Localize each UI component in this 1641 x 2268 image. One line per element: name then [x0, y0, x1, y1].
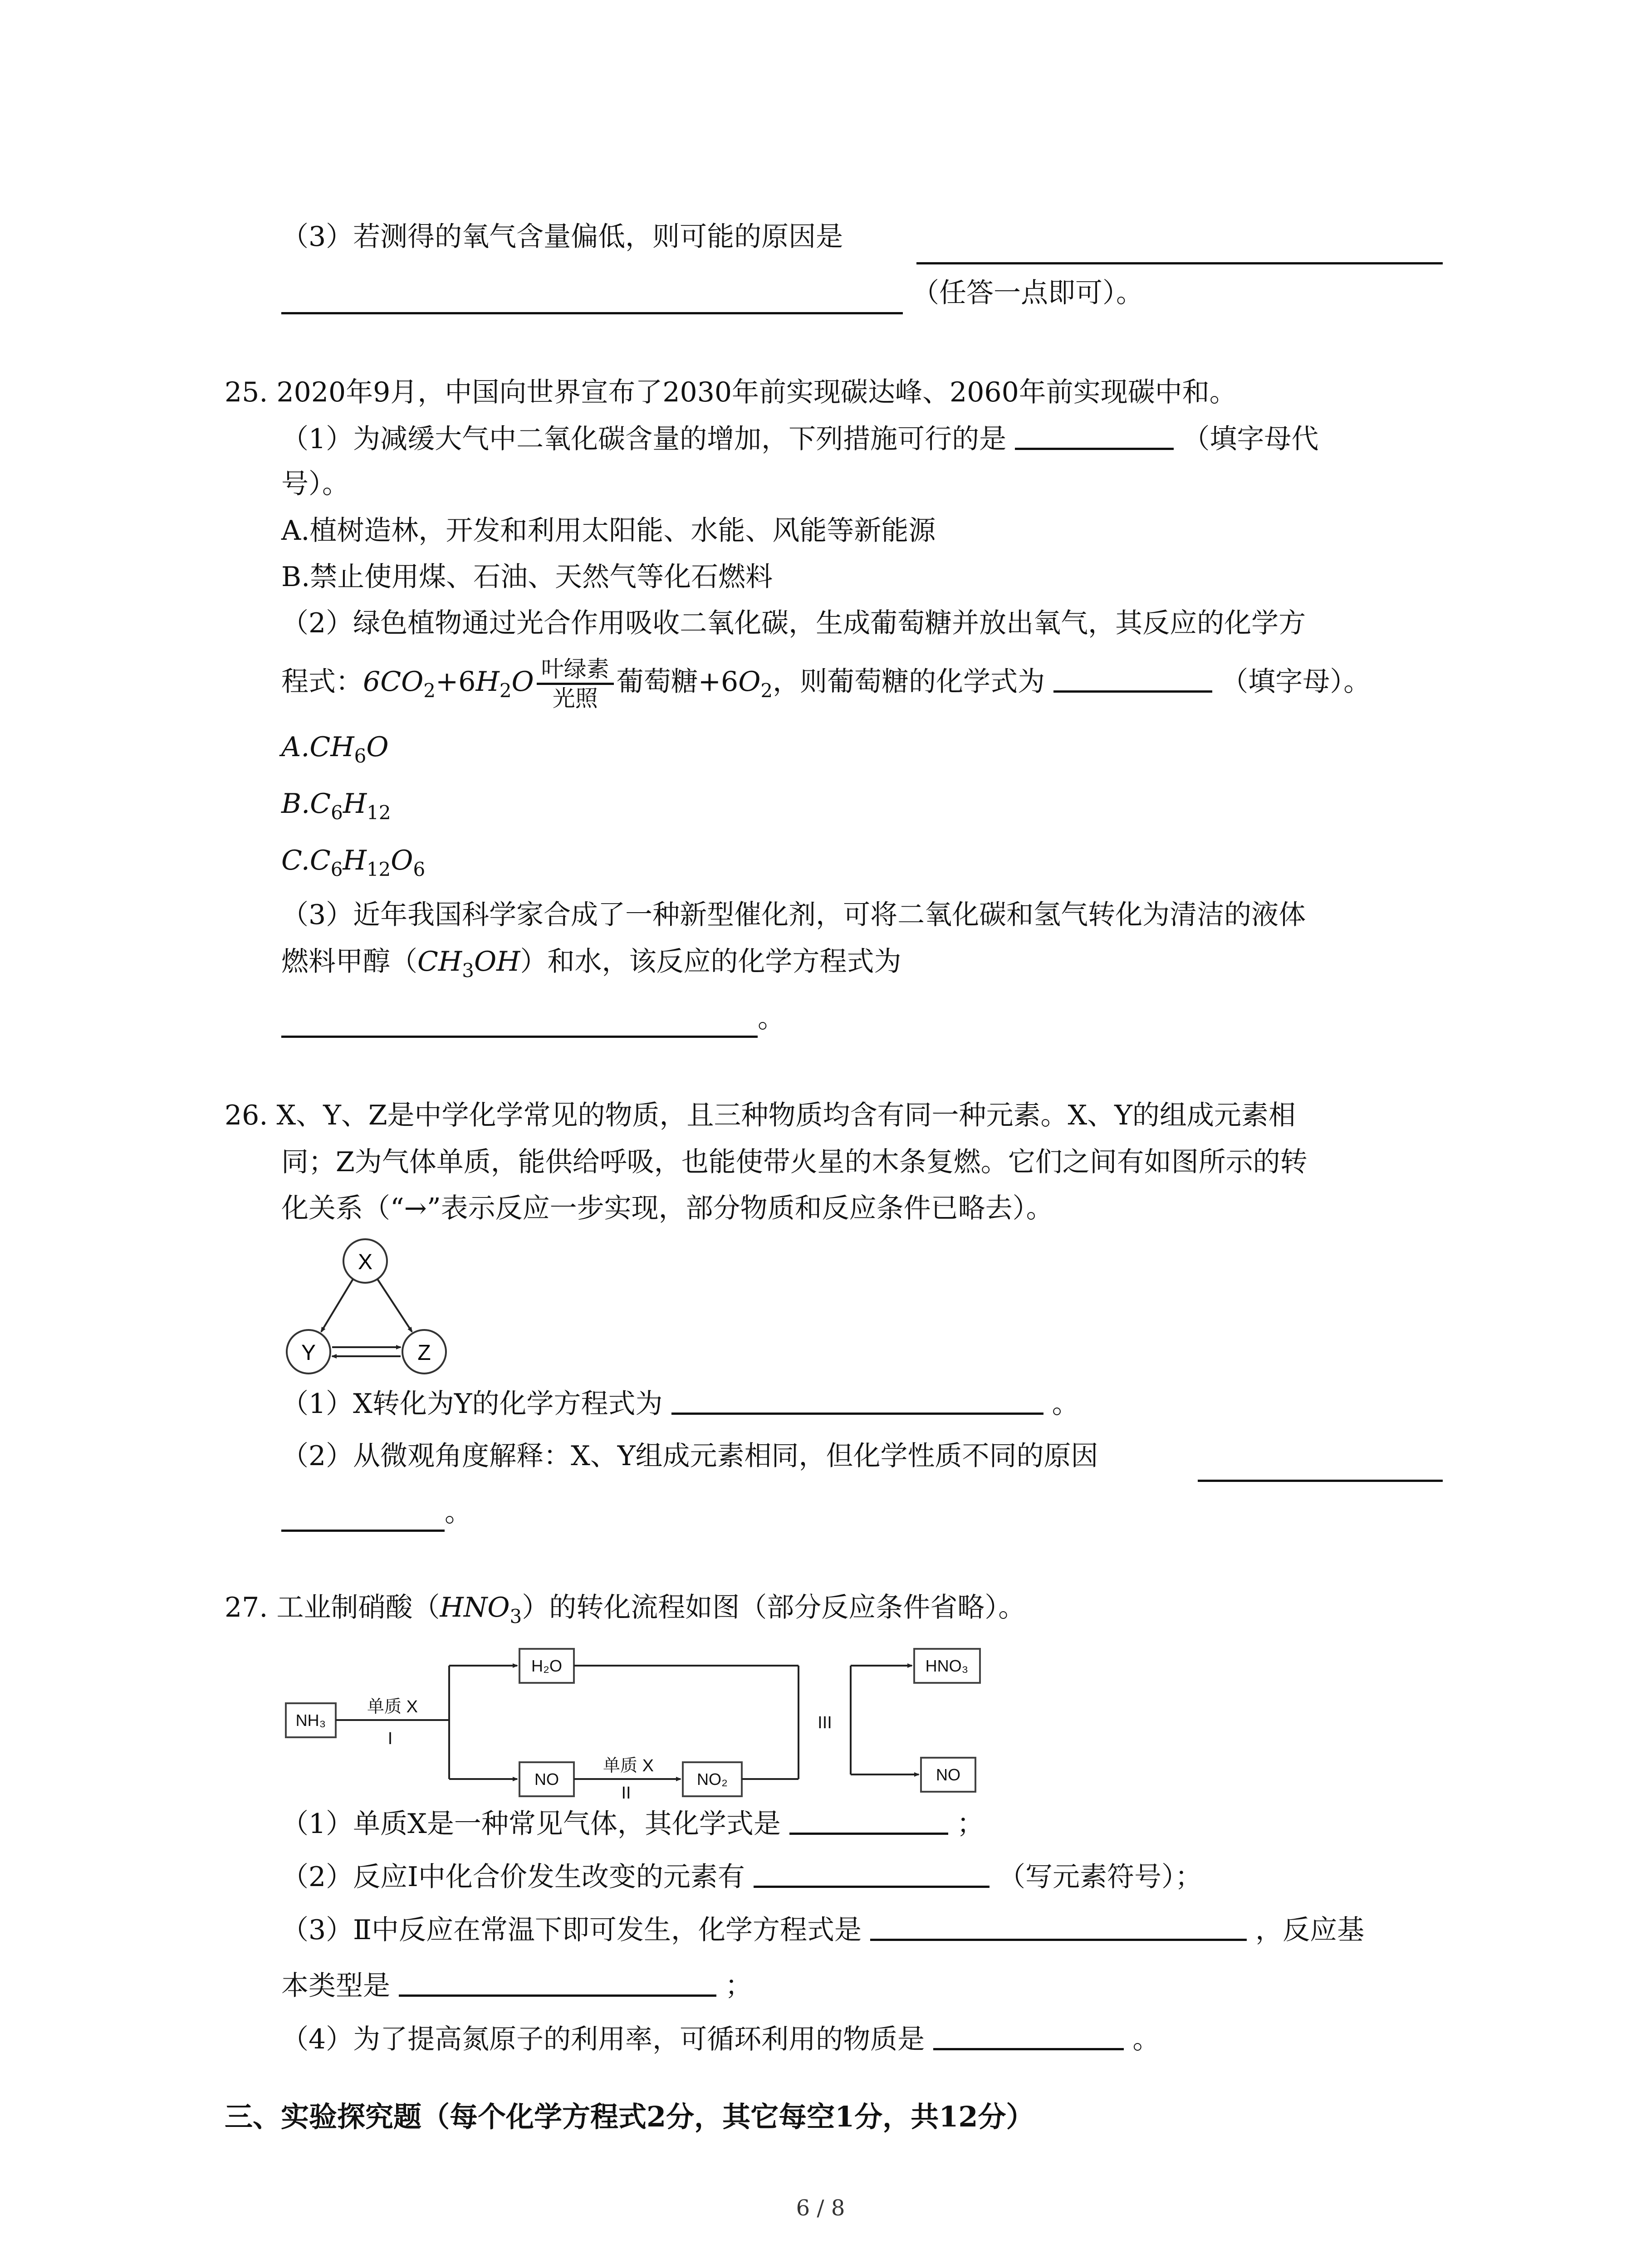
q26-part2-blank-1[interactable]	[1198, 1480, 1443, 1482]
q24-part3-tail: （任答一点即可）。	[912, 277, 1143, 309]
q27-part2-blank[interactable]	[754, 1857, 989, 1888]
node-x	[343, 1239, 387, 1283]
q25-part2-blank[interactable]	[1053, 662, 1212, 693]
q25-option-a: A.植树造林，开发和利用太阳能、水能、风能等新能源	[281, 515, 936, 547]
arrow-x-to-z	[377, 1279, 412, 1332]
q25-answer-b: $B.C_6H_{12}$	[281, 788, 391, 824]
label-reaction-iii: III	[818, 1713, 832, 1732]
q26-part2-end: 。	[445, 1496, 472, 1528]
svg-text:NO₂: NO₂	[697, 1770, 728, 1789]
reaction-condition-fraction: $\frac{\text{叶绿素}}{\text{光照}}$	[537, 655, 614, 712]
q26-part1-blank[interactable]	[671, 1384, 1043, 1415]
q25-part3-line2: 燃料甲醇$(CH_3OH)$和水，该反应的化学方程式为	[281, 946, 901, 982]
svg-text:X: X	[358, 1250, 373, 1274]
node-y	[287, 1330, 330, 1374]
q26-stem-line2: 同；Z为气体单质，能供给呼吸，也能使带火星的木条复燃。它们之间有如图所示的转	[281, 1146, 1308, 1178]
q25-part2-equation-line: 程式：$6CO_2+6H_2O$ $\frac{\text{叶绿素}}{\text{光照}}$ 葡萄糖$+6O_2$，则葡萄糖的化学式为 （填字母）。	[281, 656, 1371, 712]
q25-part1-text: （1）为减缓大气中二氧化碳含量的增加，下列措施可行的是	[281, 423, 1007, 455]
q27-part4-blank[interactable]	[933, 2020, 1124, 2050]
q24-part3-blank-1[interactable]	[916, 262, 1443, 264]
q26-part1: （1）X转化为Y的化学方程式为 。	[281, 1384, 1079, 1423]
q27-part3-line1: （3）Ⅱ中反应在常温下即可发生，化学方程式是 ，反应基	[281, 1911, 1364, 1949]
arrow-x-to-y	[321, 1279, 353, 1332]
svg-text:Z: Z	[417, 1341, 431, 1365]
label-simple-x-1: 单质 X	[367, 1697, 418, 1716]
q25-stem: 25. 2020年9月，中国向世界宣布了2030年前实现碳达峰、2060年前实现碳中和。	[225, 376, 1237, 408]
q24-part3-blank-2[interactable]	[281, 312, 903, 314]
nitric-acid-flow-diagram	[272, 1642, 1043, 1833]
q25-answer-a: $A.CH_6O$	[281, 731, 389, 767]
q25-part3-end: 。	[758, 1002, 785, 1034]
q27-stem: 27. 工业制硝酸$(HNO_3)$的转化流程如图（部分反应条件省略）。	[225, 1592, 1026, 1628]
q24-part3-line1	[281, 218, 843, 256]
xyz-relation-diagram	[272, 1234, 463, 1383]
q27-part1: （1）单质X是一种常见气体，其化学式是 ；	[281, 1804, 984, 1843]
q25-part1-line2: 号）。	[281, 468, 349, 500]
q25-part1-tail: （填字母代	[1182, 423, 1319, 455]
page-number: 6 / 8	[796, 2195, 845, 2221]
q25-part1-line1	[281, 420, 1318, 458]
q27-part3-blank-1[interactable]	[870, 1911, 1247, 1941]
section-3-title: 三、实验探究题（每个化学方程式2分，其它每空1分，共12分）	[225, 2100, 1034, 2133]
q25-option-b: B.禁止使用煤、石油、天然气等化石燃料	[281, 561, 773, 593]
q27-part2: （2）反应Ⅰ中化合价发生改变的元素有 （写元素符号）；	[281, 1857, 1202, 1896]
svg-text:NH₃: NH₃	[295, 1711, 326, 1730]
q27-part1-blank[interactable]	[789, 1804, 948, 1835]
label-reaction-ii: II	[621, 1784, 631, 1803]
label-simple-x-2: 单质 X	[603, 1756, 654, 1775]
q25-part3-line1: （3）近年我国科学家合成了一种新型催化剂，可将二氧化碳和氢气转化为清洁的液体	[281, 899, 1306, 931]
svg-text:HNO₃: HNO₃	[925, 1657, 969, 1675]
q26-part2-blank-2[interactable]	[281, 1530, 445, 1532]
q27-part3-line2: 本类型是 ；	[281, 1966, 752, 2005]
q26-stem-line1: 26. X、Y、Z是中学化学常见的物质，且三种物质均含有同一种元素。X、Y的组成元素相	[225, 1100, 1296, 1131]
svg-text:H₂O: H₂O	[531, 1657, 562, 1675]
q27-part3-blank-2[interactable]	[399, 1966, 716, 1997]
q24-part3-text: （3）若测得的氧气含量偏低，则可能的原因是	[281, 221, 843, 253]
svg-text:Y: Y	[301, 1341, 316, 1365]
q25-part3-blank[interactable]	[281, 1036, 758, 1038]
q25-part2-line1: （2）绿色植物通过光合作用吸收二氧化碳，生成葡萄糖并放出氧气，其反应的化学方	[281, 607, 1306, 639]
node-z	[402, 1330, 446, 1374]
q25-answer-c: $C.C_6H_{12}O_6$	[281, 845, 426, 880]
label-reaction-i: I	[387, 1729, 393, 1748]
q24-part3-line2	[912, 274, 1143, 312]
q26-stem-line3: 化关系（“→”表示反应一步实现，部分物质和反应条件已略去）。	[281, 1193, 1053, 1224]
q25-part1-blank[interactable]	[1015, 420, 1174, 450]
svg-text:NO: NO	[534, 1770, 559, 1789]
svg-text:NO: NO	[936, 1765, 960, 1784]
q26-part2-line1: （2）从微观角度解释：X、Y组成元素相同，但化学性质不同的原因	[281, 1440, 1098, 1472]
q27-part4: （4）为了提高氮原子的利用率，可循环利用的物质是 。	[281, 2020, 1160, 2058]
